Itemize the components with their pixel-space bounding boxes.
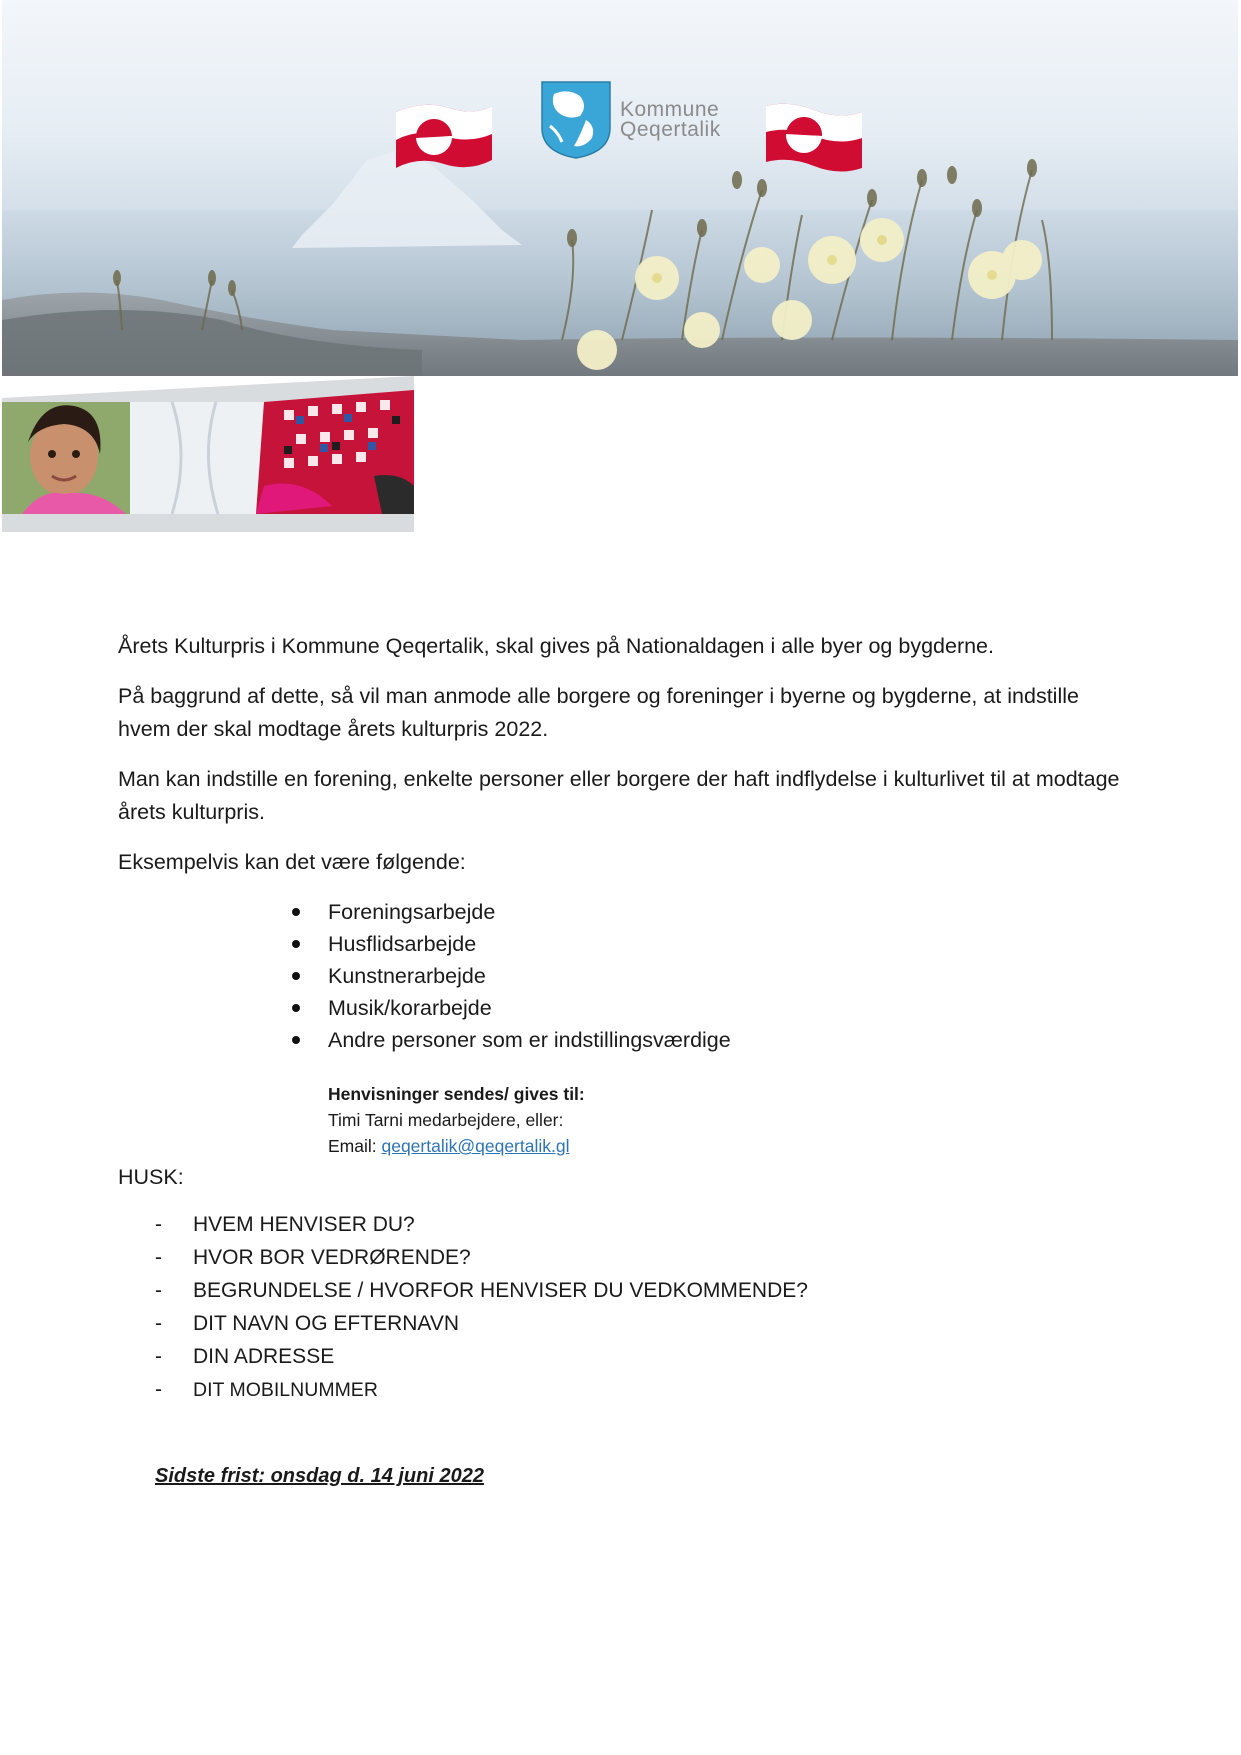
list-item <box>155 1274 808 1307</box>
referral-line: Timi Tarni medarbejdere, eller: <box>328 1110 564 1130</box>
greenland-flag-right-icon <box>764 98 864 178</box>
bullet-icon <box>292 1036 300 1044</box>
referral-contact <box>328 1081 585 1159</box>
list-item <box>155 1208 808 1241</box>
list-item-label: DIT NAVN OG EFTERNAVN <box>193 1312 460 1335</box>
list-item-label: DIT MOBILNUMMER <box>193 1379 378 1401</box>
logo-text-qeqertalik: Qeqertalik <box>620 118 721 141</box>
bullet-icon <box>292 972 300 980</box>
list-item-label: Andre personer som er indstillingsværdige <box>328 1028 731 1052</box>
greenland-flag-left-icon <box>394 98 494 178</box>
deadline-text: Sidste frist: onsdag d. 14 juni 2022 <box>155 1465 484 1487</box>
logo-text-kommune: Kommune <box>620 98 720 121</box>
email-link[interactable]: qeqertalik@qeqertalik.gl <box>381 1136 570 1156</box>
landscape-background <box>2 0 1238 376</box>
list-item-label: Musik/korarbejde <box>328 996 492 1020</box>
list-item-label: BEGRUNDELSE / HVORFOR HENVISER DU VEDKOMMENDE? <box>193 1279 808 1302</box>
examples-intro: Eksempelvis kan det være følgende: <box>118 850 466 874</box>
list-item <box>290 1024 731 1056</box>
referral-title: Henvisninger sendes/ gives til: <box>328 1084 585 1104</box>
dash-marker: - <box>155 1246 162 1269</box>
header-banner <box>2 0 1238 376</box>
intro-paragraph: Årets Kulturpris i Kommune Qeqertalik, skal gives på Nationaldagen i alle byer og bygderne. <box>118 634 994 658</box>
list-item <box>155 1373 808 1406</box>
list-item <box>155 1241 808 1274</box>
email-label: Email: <box>328 1136 382 1156</box>
email-row <box>328 1133 585 1159</box>
bullet-icon <box>292 908 300 916</box>
examples-list <box>290 896 731 1056</box>
husk-list <box>155 1208 808 1406</box>
list-item <box>290 960 731 992</box>
husk-heading: HUSK: <box>118 1165 184 1189</box>
list-item-label: Kunstnerarbejde <box>328 964 486 988</box>
list-item <box>290 928 731 960</box>
dash-marker: - <box>155 1312 162 1335</box>
list-item-label: HVEM HENVISER DU? <box>193 1213 415 1236</box>
list-item <box>155 1340 808 1373</box>
qeqertalik-shield-icon <box>540 80 612 160</box>
dash-marker: - <box>155 1213 162 1236</box>
photo-collage-image <box>2 376 414 532</box>
request-paragraph: På baggrund af dette, så vil man anmode alle borgere og foreninger i byerne og bygderne, at indstille hvem der skal modtage årets kulturpris 2022. <box>118 684 1079 741</box>
list-item-label: HVOR BOR VEDRØRENDE? <box>193 1246 471 1269</box>
list-item <box>155 1307 808 1340</box>
photo-collage <box>2 376 414 532</box>
list-item <box>290 992 731 1024</box>
list-item-label: DIN ADRESSE <box>193 1345 335 1368</box>
dash-marker: - <box>155 1279 162 1302</box>
list-item-label: Foreningsarbejde <box>328 900 496 924</box>
list-item <box>290 896 731 928</box>
bullet-icon <box>292 940 300 948</box>
list-item-label: Husflidsarbejde <box>328 932 477 956</box>
dash-marker: - <box>155 1378 162 1401</box>
dash-marker: - <box>155 1345 162 1368</box>
kommune-logo <box>540 80 740 160</box>
bullet-icon <box>292 1004 300 1012</box>
nomination-paragraph: Man kan indstille en forening, enkelte personer eller borgere der haft indflydelse i kulturlivet til at modtage årets kulturpris. <box>118 767 1120 824</box>
